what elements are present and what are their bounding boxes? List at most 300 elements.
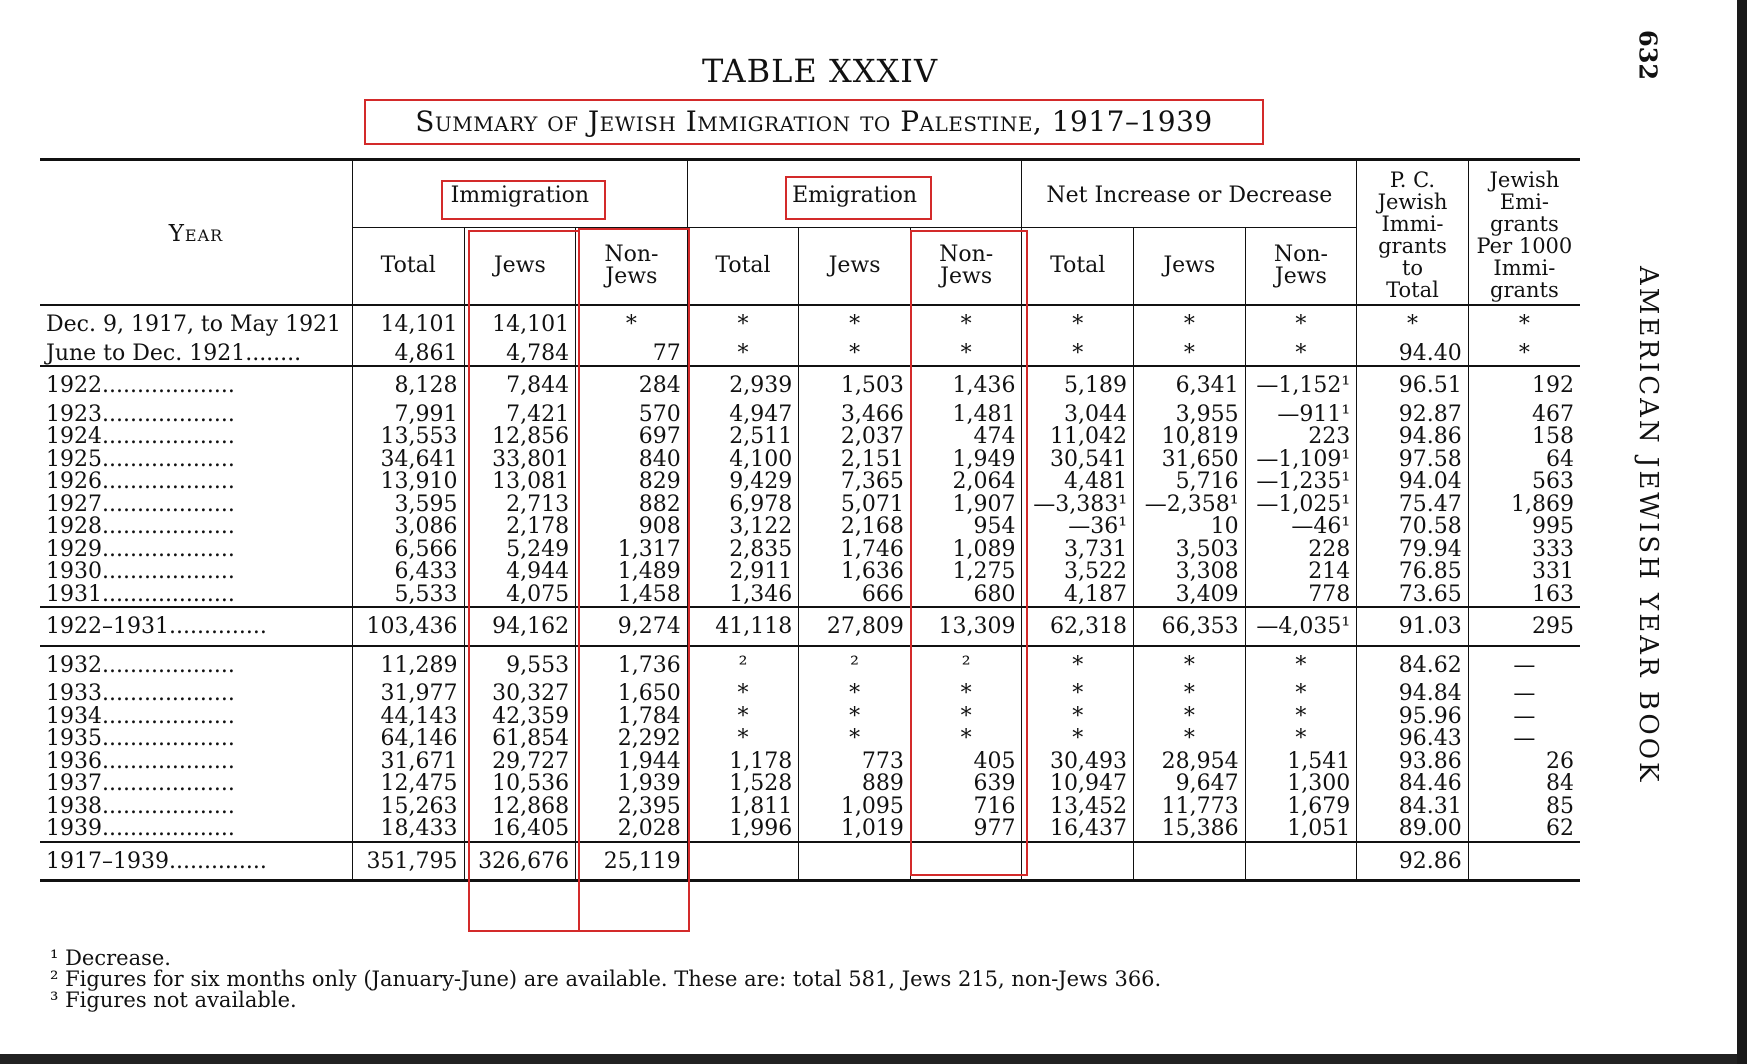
table-cell: 103,436 [352, 607, 464, 646]
dot-leader: ................... [102, 750, 235, 773]
table-cell: 26 [1546, 750, 1574, 773]
table-cell: 94,162 [464, 607, 576, 646]
table-cell [1468, 842, 1580, 881]
table-cell: * [1134, 343, 1246, 367]
table-cell: 223 [1245, 426, 1357, 449]
table-row [40, 449, 1580, 472]
table-cell [687, 842, 799, 881]
table-cell: 10,819 [1134, 426, 1246, 449]
table-cell: 84 [1546, 773, 1574, 796]
table-cell: * [1022, 706, 1134, 729]
table-cell: 28,954 [1134, 751, 1246, 774]
table-cell: 1,300 [1245, 773, 1357, 796]
table-cell: * [1134, 728, 1246, 751]
row-year [40, 305, 352, 343]
table-cell: 6,566 [352, 539, 464, 562]
table-cell: 16,405 [464, 818, 576, 842]
table-cell: 92.86 [1357, 842, 1469, 881]
row-year [40, 494, 352, 517]
row-year-label: 1922–1931 [46, 614, 169, 639]
table-row [40, 539, 1580, 562]
table-cell: 84.62 [1357, 646, 1469, 684]
row-year [40, 607, 352, 646]
row-year [40, 343, 352, 367]
table-cell: 12,475 [352, 773, 464, 796]
table-cell: 31,650 [1134, 449, 1246, 472]
table-row [40, 584, 1580, 608]
row-year [40, 561, 352, 584]
table-cell: 158 [1532, 426, 1574, 449]
table-cell: 66,353 [1134, 607, 1246, 646]
row-year [40, 584, 352, 608]
footnotes [50, 948, 1350, 1011]
row-year [40, 751, 352, 774]
table-cell: 18,433 [352, 818, 464, 842]
table-cell [1134, 842, 1246, 881]
table-cell: 62,318 [1022, 607, 1134, 646]
row-year [40, 426, 352, 449]
table-cell: 474 [910, 426, 1022, 449]
dot-leader: ................... [102, 561, 235, 584]
table-body [40, 305, 1580, 881]
dot-leader: ................... [102, 728, 235, 751]
table-cell: 4,947 [687, 404, 799, 427]
header-emigration-jews: Jews [799, 228, 911, 306]
table-cell: 25,119 [576, 842, 688, 881]
row-year-label: 1937 [46, 773, 102, 796]
row-year [40, 728, 352, 751]
table-cell: 2,911 [687, 561, 799, 584]
table-cell: 3,503 [1134, 539, 1246, 562]
table-cell: 13,452 [1022, 796, 1134, 819]
header-immigration-jews: Jews [464, 228, 576, 306]
table-cell: —46¹ [1245, 516, 1357, 539]
table-cell: * [1468, 305, 1580, 343]
footnote-1: ¹ Decrease. [50, 946, 171, 970]
table-cell: 1,541 [1245, 751, 1357, 774]
table-cell: 9,429 [687, 471, 799, 494]
table-cell: 1,746 [799, 539, 911, 562]
table-row [40, 607, 1580, 646]
row-year-label: 1934 [46, 705, 102, 728]
table-cell: 716 [910, 796, 1022, 819]
table-cell: 84.31 [1357, 796, 1469, 819]
row-year [40, 773, 352, 796]
dot-leader: .............. [168, 848, 267, 874]
table-row [40, 751, 1580, 774]
table-cell: —4,035¹ [1245, 607, 1357, 646]
running-head: AMERICAN JEWISH YEAR BOOK [1633, 265, 1663, 785]
table-cell: 2,151 [799, 449, 911, 472]
table-cell: * [910, 706, 1022, 729]
table-cell: 1,949 [910, 449, 1022, 472]
table-cell: 12,856 [464, 426, 576, 449]
table-cell: 1,528 [687, 773, 799, 796]
table-cell: 405 [910, 751, 1022, 774]
table-cell: 10,947 [1022, 773, 1134, 796]
table-cell: 30,493 [1022, 751, 1134, 774]
table-cell: 1,346 [687, 584, 799, 608]
dot-leader: ................... [102, 818, 235, 841]
table-cell: 3,308 [1134, 561, 1246, 584]
table-cell: 5,249 [464, 539, 576, 562]
row-year-label: 1933 [46, 683, 102, 706]
table-cell: 4,075 [464, 584, 576, 608]
table-cell: 3,595 [352, 494, 464, 517]
table-cell: 5,533 [352, 584, 464, 608]
table-title: Summary of Jewish Immigration to Palestine, 1917–1939 [415, 105, 1213, 138]
row-year-label: 1924 [46, 426, 102, 449]
table-cell: 1,481 [910, 404, 1022, 427]
table-cell: 6,341 [1134, 366, 1246, 404]
table-cell [910, 842, 1022, 881]
table-cell: 214 [1245, 561, 1357, 584]
table-cell: 840 [576, 449, 688, 472]
table-cell: 11,289 [352, 646, 464, 684]
table-cell: * [1134, 683, 1246, 706]
header-year: Year [40, 160, 352, 306]
table-cell: 1,458 [576, 584, 688, 608]
table-row [40, 728, 1580, 751]
table-cell: 76.85 [1357, 561, 1469, 584]
table-cell: 4,187 [1022, 584, 1134, 608]
dot-leader: ................... [102, 683, 235, 706]
table-cell: 1,784 [576, 706, 688, 729]
table-cell: 5,071 [799, 494, 911, 517]
table-cell: 34,641 [352, 449, 464, 472]
table-row [40, 426, 1580, 449]
table-cell [799, 842, 911, 881]
table-cell: 1,996 [687, 818, 799, 842]
table-cell: 44,143 [352, 706, 464, 729]
table-cell: 7,365 [799, 471, 911, 494]
row-year-label: 1939 [46, 818, 102, 841]
table-cell: 829 [576, 471, 688, 494]
table-cell: 2,037 [799, 426, 911, 449]
table-cell: 16,437 [1022, 818, 1134, 842]
table-row [40, 494, 1580, 517]
table-cell: 4,481 [1022, 471, 1134, 494]
table-cell: 2,939 [687, 366, 799, 404]
table-cell: 284 [576, 366, 688, 404]
table-cell: * [687, 706, 799, 729]
header-emigration-nonjews: Non- Jews [910, 228, 1022, 306]
table-cell: — [1513, 705, 1536, 728]
row-year-label: 1936 [46, 750, 102, 773]
table-cell: 91.03 [1357, 607, 1469, 646]
table-cell: 4,944 [464, 561, 576, 584]
table-cell: * [1245, 343, 1357, 367]
table-cell: 666 [799, 584, 911, 608]
table-cell: * [1245, 305, 1357, 343]
table-cell: 2,395 [576, 796, 688, 819]
table-cell: 94.40 [1357, 343, 1469, 367]
table-cell: 1,636 [799, 561, 911, 584]
table-cell: 75.47 [1357, 494, 1469, 517]
dot-leader: ................... [102, 773, 235, 796]
table-cell: 333 [1532, 538, 1574, 561]
table-cell: 4,861 [352, 343, 464, 367]
table-cell: 30,327 [464, 683, 576, 706]
table-cell: —1,152¹ [1245, 366, 1357, 404]
table-cell: 4,100 [687, 449, 799, 472]
dot-leader: ................... [102, 705, 235, 728]
row-year [40, 366, 352, 404]
table-cell: * [1357, 305, 1469, 343]
row-year-label: 1930 [46, 561, 102, 584]
table-cell: 1,811 [687, 796, 799, 819]
table-row [40, 516, 1580, 539]
table-cell: 3,044 [1022, 404, 1134, 427]
table-cell: * [799, 728, 911, 751]
table-cell: — [1513, 728, 1536, 751]
table-cell: 3,466 [799, 404, 911, 427]
header-emigration: Emigration [687, 160, 1022, 228]
table-cell: —3,383¹ [1022, 494, 1134, 517]
table-cell: 7,991 [352, 404, 464, 427]
table-cell: * [799, 343, 911, 367]
table-cell: 1,095 [799, 796, 911, 819]
row-year-label: Dec. 9, 1917, to May 1921 [46, 312, 342, 337]
table-cell: 64,146 [352, 728, 464, 751]
table-cell: * [1245, 706, 1357, 729]
table-cell: 2,064 [910, 471, 1022, 494]
table-cell: 7,844 [464, 366, 576, 404]
dot-leader: ................... [102, 448, 235, 471]
table-cell [1245, 842, 1357, 881]
table-row [40, 561, 1580, 584]
table-row [40, 683, 1580, 706]
table-cell: 41,118 [687, 607, 799, 646]
table-cell: 70.58 [1357, 516, 1469, 539]
table-cell: 977 [910, 818, 1022, 842]
header-pc-jewish-immigrants: P. C. Jewish Immi- grants to Total [1357, 160, 1469, 306]
table-cell: —36¹ [1022, 516, 1134, 539]
table-cell: 2,713 [464, 494, 576, 517]
table-cell: ² [687, 646, 799, 684]
table-cell: 8,128 [352, 366, 464, 404]
table-cell: 84.46 [1357, 773, 1469, 796]
row-year [40, 646, 352, 684]
table-cell: 908 [576, 516, 688, 539]
table-cell: 2,292 [576, 728, 688, 751]
table-cell: * [576, 305, 688, 343]
table-cell: 326,676 [464, 842, 576, 881]
row-year-label: 1926 [46, 471, 102, 494]
table-cell: 1,436 [910, 366, 1022, 404]
footnote-2: ² Figures for six months only (January-June) are available. These are: total 581, Jews 215, non-Jews 366. [50, 967, 1162, 991]
table-cell: 1,907 [910, 494, 1022, 517]
table-cell: * [1022, 305, 1134, 343]
table-cell: 30,541 [1022, 449, 1134, 472]
row-year-label: 1931 [46, 583, 102, 607]
table-cell: * [799, 706, 911, 729]
table-cell: 9,647 [1134, 773, 1246, 796]
row-year-label: June to Dec. 1921 [46, 342, 246, 366]
table-cell: 2,028 [576, 818, 688, 842]
table-cell: 9,553 [464, 646, 576, 684]
dot-leader: ................... [102, 471, 235, 494]
table-cell: —1,109¹ [1245, 449, 1357, 472]
table-cell [1022, 842, 1134, 881]
table-cell: 14,101 [464, 305, 576, 343]
table-cell: * [799, 305, 911, 343]
table-cell: 3,409 [1134, 584, 1246, 608]
table-cell: 7,421 [464, 404, 576, 427]
table-cell: 95.96 [1357, 706, 1469, 729]
table-cell: 697 [576, 426, 688, 449]
table-header [40, 160, 1580, 306]
header-immigration-total: Total [352, 228, 464, 306]
table-cell: 295 [1468, 607, 1580, 646]
dot-leader: ................... [102, 426, 235, 449]
row-year-label: 1928 [46, 516, 102, 539]
table-row [40, 343, 1580, 367]
immigration-table [40, 158, 1580, 882]
row-year [40, 516, 352, 539]
table-cell: 570 [576, 404, 688, 427]
table-cell: * [1134, 706, 1246, 729]
table-cell: 15,263 [352, 796, 464, 819]
row-year-label: 1917–1939 [46, 848, 169, 874]
table-cell: 1,317 [576, 539, 688, 562]
table-cell: 773 [799, 751, 911, 774]
table-cell: 192 [1468, 366, 1580, 404]
table-cell: * [1245, 646, 1357, 684]
table-cell: 42,359 [464, 706, 576, 729]
header-emigrants-per-1000: Jewish Emi- grants Per 1000 Immi- grants [1476, 167, 1573, 302]
table-cell: 1,019 [799, 818, 911, 842]
row-year [40, 471, 352, 494]
table-cell: — [1468, 646, 1580, 684]
table-cell: 94.86 [1357, 426, 1469, 449]
table-cell: 1,489 [576, 561, 688, 584]
table-cell: 889 [799, 773, 911, 796]
table-cell: ² [799, 646, 911, 684]
table-cell: —911¹ [1245, 404, 1357, 427]
row-year [40, 706, 352, 729]
table-cell: 1,089 [910, 539, 1022, 562]
dot-leader: ................... [102, 795, 235, 818]
table-cell: * [1022, 683, 1134, 706]
row-year [40, 404, 352, 427]
table-cell: 10 [1134, 516, 1246, 539]
table-cell: * [1022, 646, 1134, 684]
row-year-label: 1929 [46, 538, 102, 561]
table-cell: 6,433 [352, 561, 464, 584]
table-cell: 2,511 [687, 426, 799, 449]
table-cell: 85 [1546, 795, 1574, 818]
table-row [40, 305, 1580, 343]
table-row [40, 471, 1580, 494]
row-year [40, 818, 352, 842]
row-year [40, 842, 352, 881]
table-cell: 1,869 [1511, 493, 1574, 516]
table-cell: 31,671 [352, 751, 464, 774]
dot-leader: ................... [102, 652, 235, 678]
table-cell: 1,275 [910, 561, 1022, 584]
table-cell: 15,386 [1134, 818, 1246, 842]
table-cell: * [910, 728, 1022, 751]
table-cell: 96.43 [1357, 728, 1469, 751]
row-year-label: 1932 [46, 652, 102, 678]
table-cell: 954 [910, 516, 1022, 539]
dot-leader: ................... [102, 373, 235, 398]
table-cell: —1,235¹ [1245, 471, 1357, 494]
table-row [40, 366, 1580, 404]
dot-leader: ........ [245, 342, 302, 366]
table-row [40, 796, 1580, 819]
table-cell: 27,809 [799, 607, 911, 646]
table-cell: 1,650 [576, 683, 688, 706]
table-cell: —1,025¹ [1245, 494, 1357, 517]
table-cell: 4,784 [464, 343, 576, 367]
footnote-3: ³ Figures not available. [50, 988, 297, 1012]
header-emigration-total: Total [687, 228, 799, 306]
table-cell: 5,189 [1022, 366, 1134, 404]
header-net-total: Total [1022, 228, 1134, 306]
row-year [40, 539, 352, 562]
row-year [40, 683, 352, 706]
table-cell: 680 [910, 584, 1022, 608]
dot-leader: ................... [102, 516, 235, 539]
table-cell: 563 [1532, 471, 1574, 494]
table-cell: 5,716 [1134, 471, 1246, 494]
table-cell: 94.84 [1357, 683, 1469, 706]
scan-right-edge [1737, 0, 1747, 1064]
table-cell: 94.04 [1357, 471, 1469, 494]
row-year-label: 1925 [46, 448, 102, 471]
table-row [40, 773, 1580, 796]
table-cell: * [910, 305, 1022, 343]
table-cell: * [799, 683, 911, 706]
table-row [40, 646, 1580, 684]
dot-leader: ................... [102, 493, 235, 516]
table-cell: 228 [1245, 539, 1357, 562]
table-cell: 89.00 [1357, 818, 1469, 842]
dot-leader: ................... [102, 403, 235, 426]
header-net-increase: Net Increase or Decrease [1022, 160, 1357, 228]
table-cell: 33,801 [464, 449, 576, 472]
table-cell: 995 [1532, 516, 1574, 539]
table-cell: 1,051 [1245, 818, 1357, 842]
scan-bottom-edge [0, 1054, 1747, 1064]
table-cell: * [1245, 683, 1357, 706]
table-cell: * [687, 728, 799, 751]
row-year-label: 1922 [46, 373, 102, 398]
table-cell: 3,731 [1022, 539, 1134, 562]
table-cell: —2,358¹ [1134, 494, 1246, 517]
table-row [40, 842, 1580, 881]
table-cell: 92.87 [1357, 404, 1469, 427]
dot-leader: ................... [102, 583, 235, 607]
table-cell: 13,081 [464, 471, 576, 494]
table-cell: 3,122 [687, 516, 799, 539]
table-cell: 1,736 [576, 646, 688, 684]
row-year [40, 796, 352, 819]
table-cell: * [1134, 305, 1246, 343]
table-cell: * [910, 343, 1022, 367]
table-cell: 331 [1532, 561, 1574, 584]
dot-leader: ................... [102, 538, 235, 561]
table-cell: 31,977 [352, 683, 464, 706]
table-cell: 12,868 [464, 796, 576, 819]
table-cell: 3,955 [1134, 404, 1246, 427]
row-year-label: 1927 [46, 493, 102, 516]
table-cell: 3,522 [1022, 561, 1134, 584]
row-year [40, 449, 352, 472]
table-cell: 6,978 [687, 494, 799, 517]
